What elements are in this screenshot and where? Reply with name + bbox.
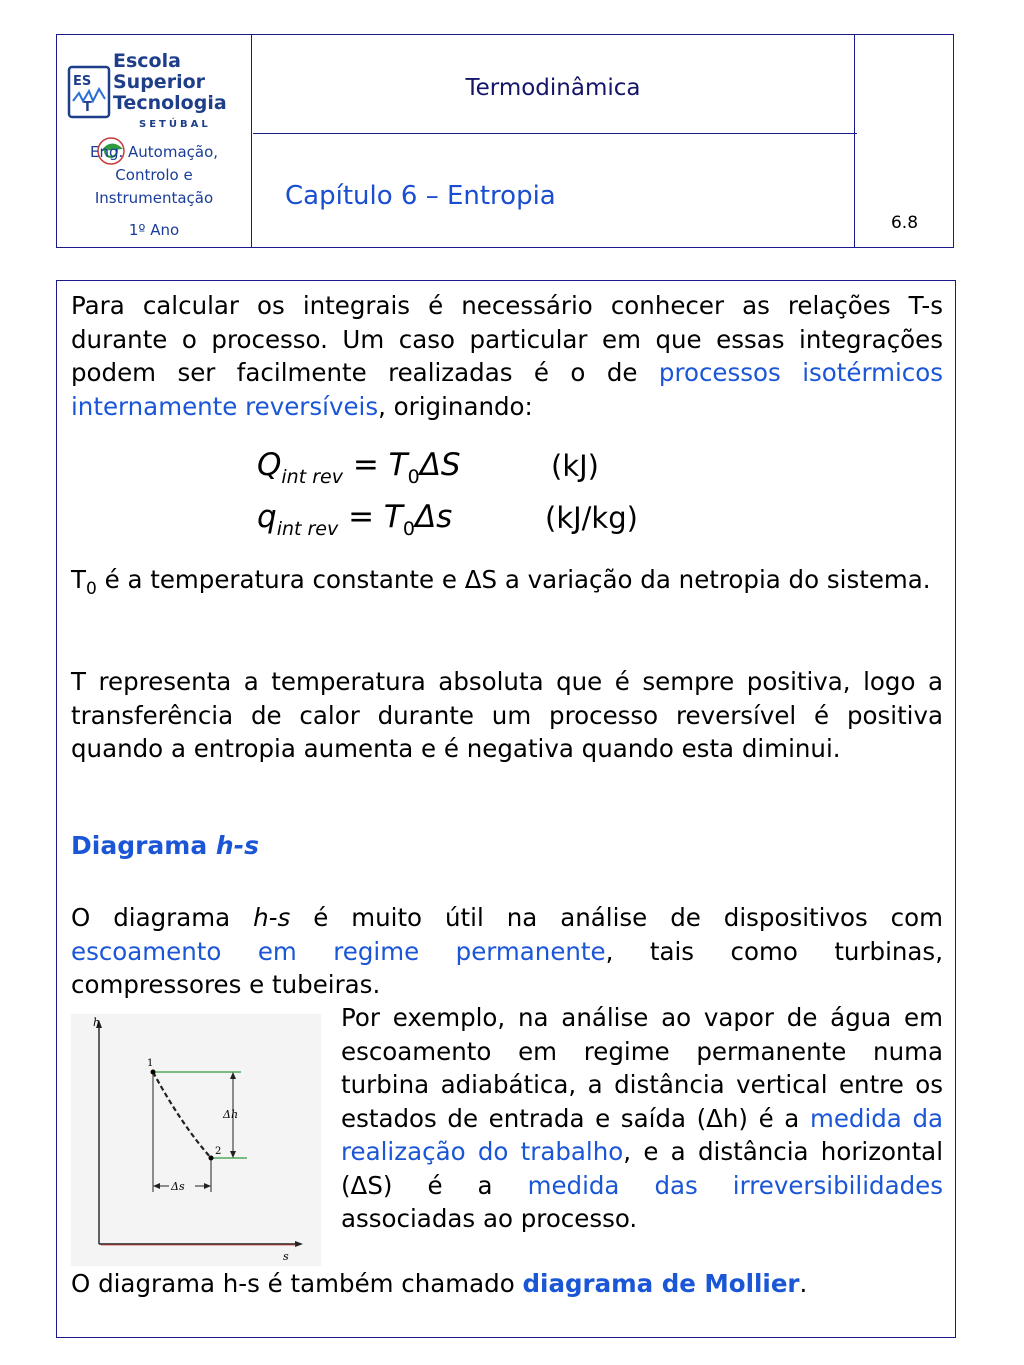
svg-text:ES: ES [73,74,92,89]
highlight-mollier: diagrama de Mollier [522,1269,800,1298]
highlight-steady-flow: escoamento em regime permanente [71,936,606,966]
hs-diagram-figure [71,1014,321,1266]
logo-subtitle: SETÚBAL [139,119,211,130]
state-2-label: 2 [215,1146,222,1157]
dh-arrow-top [230,1072,236,1079]
course-year: 1º Ano [128,221,180,239]
ds-label: Δs [171,1180,185,1193]
header-page-cell [854,35,954,247]
formula-heat-total-unit: (kJ) [551,449,599,483]
logo-wordmark: Escola Superior Tecnologia [113,50,227,114]
section-heading-hs: Diagrama h-s [71,831,259,860]
subject-title: Termodinâmica [465,75,641,101]
department-name: Eng. Automação, Controlo e Instrumentação [89,143,219,207]
hs-diagram [71,1014,321,1266]
state-1-point [151,1070,156,1075]
page-number: 6.8 [890,213,919,233]
header-divider [253,133,857,134]
content-box [56,280,956,1338]
dh-label: Δh [223,1108,239,1121]
svg-text:T: T [83,100,92,115]
state-1-label: 1 [147,1058,154,1069]
formula-heat-specific: $q_{int rev} = T_0\Delta s$ [257,499,453,540]
ds-arrow-right [204,1183,211,1189]
paragraph-t0: $T_0$ é a temperatura constante e ΔS a variação da netropia do sistema. [71,565,931,599]
paragraph-mollier: O diagrama h-s é também chamado diagrama de Mollier. [71,1269,808,1298]
header-logo-cell [57,35,252,247]
ds-arrow-left [153,1183,160,1189]
paragraph-turbine-example: Por exemplo, na análise ao vapor de água em escoamento em regime permanente numa turbina adiabática, a distância vertical entre os estados de entrada e saída (Δh) é a medida da realização do trabalho, e a distância horizontal (ΔS) é a medida das irreversibilidades associadas ao processo. [341,1003,944,1233]
paragraph-temperature: T representa a temperatura absoluta que é sempre positiva, logo a transferência de calor durante um processo reversível é positiva quando a entropia aumenta e é negativa quando esta diminui. [71,667,943,763]
x-axis-label: s [283,1250,289,1263]
process-curve [153,1072,211,1158]
chapter-title: Capítulo 6 – Entropia [285,181,556,211]
highlight-irreversibilities: medida das irreversibilidades [527,1170,944,1200]
formula-heat-specific-unit: (kJ/kg) [545,501,638,535]
page-header [56,34,954,248]
y-axis-label: h [93,1016,101,1029]
paragraph-hs-intro: O diagrama h-s é muito útil na análise de dispositivos com escoamento em regime permanente, tais como turbinas, compressores e tubeiras. [71,903,943,999]
paragraph-intro: Para calcular os integrais é necessário conhecer as relações T-s durante o processo. Um caso particular em que essas integrações podem ser facilmente realizadas é o de processos isotérmicos internamente reversíveis, originando: [71,291,943,421]
state-2-point [209,1156,214,1161]
highlight-isothermal: processos isotérmicos internamente reversíveis [71,358,943,421]
highlight-work: medida da realização do trabalho [341,1103,944,1166]
x-axis-arrow [295,1241,303,1247]
dh-arrow-bottom [230,1151,236,1158]
formula-heat-total: $Q_{int rev} = T_0\Delta S$ [257,447,461,488]
